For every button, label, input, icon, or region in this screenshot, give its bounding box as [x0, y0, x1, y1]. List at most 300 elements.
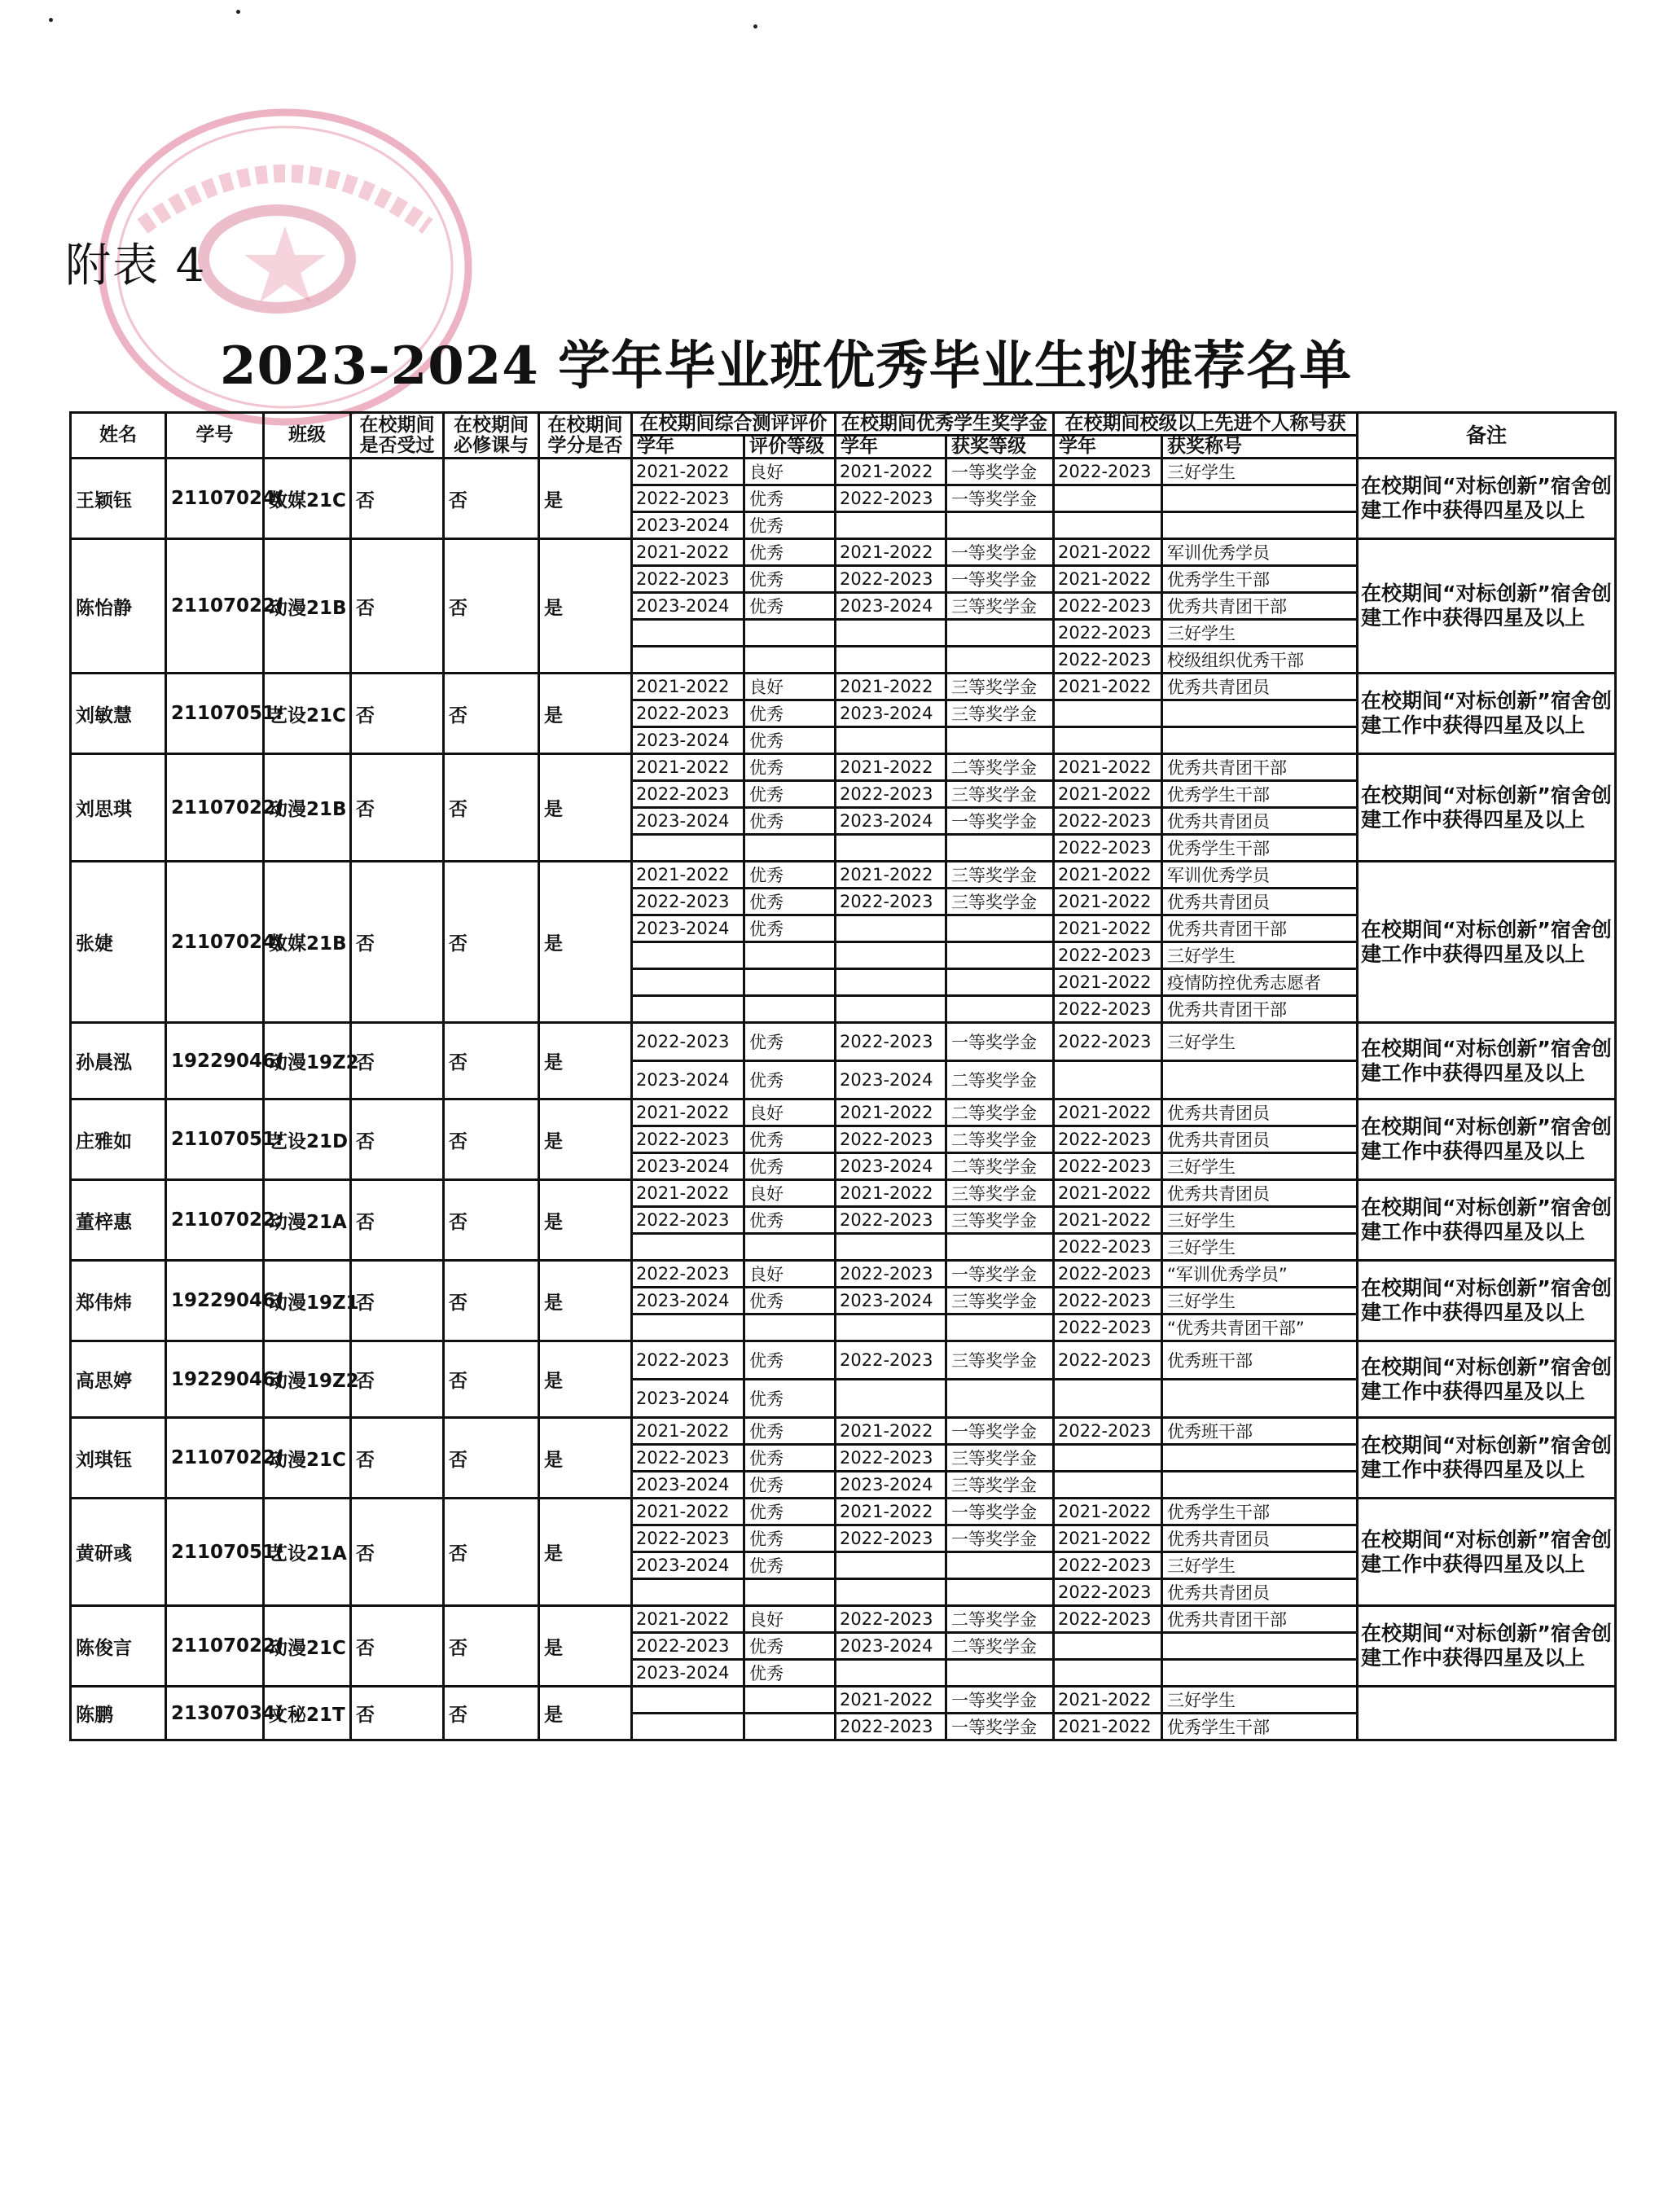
scholar-year: 2022-2023 [836, 485, 946, 512]
eval-year: 2023-2024 [632, 1552, 744, 1579]
student-class: 文秘21T [264, 1687, 351, 1740]
student-id: 21107051( [166, 1499, 264, 1606]
scholar-level: 一等奖学金 [946, 459, 1054, 485]
credits-value: 是 [539, 539, 632, 674]
honor-year [1054, 512, 1162, 539]
honor-title [1162, 1061, 1358, 1099]
scholar-level: 一等奖学金 [946, 566, 1054, 593]
scholar-year: 2021-2022 [836, 862, 946, 889]
honor-title [1162, 1445, 1358, 1472]
scholar-level: 一等奖学金 [946, 1525, 1054, 1552]
punishment-value: 否 [351, 1261, 444, 1341]
scholar-year [836, 835, 946, 862]
honor-title [1162, 727, 1358, 754]
honor-title [1162, 1472, 1358, 1499]
scholar-level: 二等奖学金 [946, 754, 1054, 781]
subheader-scholar-year: 学年 [836, 436, 946, 459]
honor-title: 三好学生 [1162, 1687, 1358, 1714]
student-class: 艺设21C [264, 674, 351, 754]
eval-year: 2023-2024 [632, 1153, 744, 1180]
compulsory-value: 否 [444, 1180, 539, 1261]
credits-value: 是 [539, 1180, 632, 1261]
eval-grade: 优秀 [744, 1633, 836, 1660]
eval-grade: 优秀 [744, 593, 836, 620]
scholar-year: 2021-2022 [836, 1418, 946, 1445]
honor-title: “军训优秀学员” [1162, 1261, 1358, 1288]
remark [1358, 1687, 1616, 1740]
honor-title: 三好学生 [1162, 1288, 1358, 1314]
table-row [71, 862, 1616, 889]
student-class: 数媒21C [264, 459, 351, 539]
scholar-level: 一等奖学金 [946, 1714, 1054, 1740]
honor-title: 优秀共青团员 [1162, 1180, 1358, 1207]
honor-year: 2022-2023 [1054, 1314, 1162, 1341]
honor-title: 三好学生 [1162, 1153, 1358, 1180]
eval-grade [744, 996, 836, 1023]
subheader-eval-grade: 评价等级 [744, 436, 836, 459]
honor-title: 优秀班干部 [1162, 1418, 1358, 1445]
honor-title: 军训优秀学员 [1162, 539, 1358, 566]
scholar-level [946, 1552, 1054, 1579]
scholar-level: 三等奖学金 [946, 700, 1054, 727]
attachment-label: 附表 4 [65, 239, 207, 292]
header-honor: 在校期间校级以上先进个人称号获 [1054, 413, 1358, 436]
student-class: 动漫19Z2 [264, 1341, 351, 1418]
eval-grade: 良好 [744, 1099, 836, 1126]
scholar-year: 2022-2023 [836, 1207, 946, 1234]
eval-year: 2023-2024 [632, 593, 744, 620]
scholar-level: 一等奖学金 [946, 1687, 1054, 1714]
honor-title: 军训优秀学员 [1162, 862, 1358, 889]
scholar-level [946, 969, 1054, 996]
honor-year: 2022-2023 [1054, 1234, 1162, 1261]
scholar-level [946, 835, 1054, 862]
eval-grade: 优秀 [744, 1418, 836, 1445]
student-id: 21107022( [166, 754, 264, 862]
honor-year: 2022-2023 [1054, 942, 1162, 969]
scholar-year: 2022-2023 [836, 1714, 946, 1740]
student-class: 动漫21C [264, 1606, 351, 1687]
eval-year: 2021-2022 [632, 1499, 744, 1525]
honor-year: 2021-2022 [1054, 1180, 1162, 1207]
scholar-year [836, 1314, 946, 1341]
honor-year [1054, 1061, 1162, 1099]
credits-value: 是 [539, 1099, 632, 1180]
honor-title: 优秀学生干部 [1162, 1499, 1358, 1525]
eval-year: 2021-2022 [632, 539, 744, 566]
scholar-year: 2023-2024 [836, 593, 946, 620]
honor-year [1054, 1472, 1162, 1499]
honor-year [1054, 727, 1162, 754]
scholar-year: 2023-2024 [836, 1633, 946, 1660]
honor-title: 优秀共青团干部 [1162, 593, 1358, 620]
scholar-year [836, 647, 946, 674]
scholar-year: 2023-2024 [836, 808, 946, 835]
eval-year: 2022-2023 [632, 1207, 744, 1234]
honor-title: 优秀共青团员 [1162, 1579, 1358, 1606]
scholar-level: 二等奖学金 [946, 1633, 1054, 1660]
scholar-year: 2022-2023 [836, 1126, 946, 1153]
honor-year: 2022-2023 [1054, 808, 1162, 835]
honor-year: 2021-2022 [1054, 969, 1162, 996]
remark: 在校期间“对标创新”宿舍创建工作中获得四星及以上 [1358, 1023, 1616, 1099]
scholar-year: 2021-2022 [836, 459, 946, 485]
scholar-year [836, 620, 946, 647]
scholar-year: 2021-2022 [836, 1687, 946, 1714]
eval-year: 2023-2024 [632, 727, 744, 754]
scholar-year: 2022-2023 [836, 1341, 946, 1380]
table-body [71, 459, 1616, 1740]
eval-year: 2023-2024 [632, 915, 744, 942]
honor-year: 2021-2022 [1054, 1207, 1162, 1234]
credits-value: 是 [539, 1687, 632, 1740]
eval-grade [744, 1314, 836, 1341]
scan-speck [49, 18, 53, 22]
scholar-level [946, 620, 1054, 647]
honor-title: 优秀共青团员 [1162, 674, 1358, 700]
honor-year: 2021-2022 [1054, 781, 1162, 808]
honor-year: 2022-2023 [1054, 1418, 1162, 1445]
honor-title: 三好学生 [1162, 1234, 1358, 1261]
eval-year: 2023-2024 [632, 1380, 744, 1418]
eval-grade [744, 835, 836, 862]
scholar-year [836, 1380, 946, 1418]
eval-year: 2021-2022 [632, 1418, 744, 1445]
honor-title: 优秀学生干部 [1162, 835, 1358, 862]
scholar-level [946, 512, 1054, 539]
credits-value: 是 [539, 1606, 632, 1687]
honor-title [1162, 512, 1358, 539]
table-row [71, 1341, 1616, 1380]
credits-value: 是 [539, 754, 632, 862]
eval-grade [744, 942, 836, 969]
honor-title: 优秀共青团员 [1162, 1525, 1358, 1552]
scholar-year: 2022-2023 [836, 889, 946, 915]
scholar-year: 2022-2023 [836, 1606, 946, 1633]
honor-year: 2022-2023 [1054, 1579, 1162, 1606]
student-name: 陈俊言 [71, 1606, 166, 1687]
scholar-level: 三等奖学金 [946, 1207, 1054, 1234]
remark: 在校期间“对标创新”宿舍创建工作中获得四星及以上 [1358, 1261, 1616, 1341]
eval-grade: 优秀 [744, 700, 836, 727]
eval-grade: 优秀 [744, 915, 836, 942]
scan-speck [753, 24, 757, 29]
remark: 在校期间“对标创新”宿舍创建工作中获得四星及以上 [1358, 1341, 1616, 1418]
honor-title: 校级组织优秀干部 [1162, 647, 1358, 674]
honor-year: 2021-2022 [1054, 862, 1162, 889]
eval-grade: 优秀 [744, 1341, 836, 1380]
scholar-year [836, 1552, 946, 1579]
student-id: 21107022( [166, 1606, 264, 1687]
scholar-year: 2021-2022 [836, 674, 946, 700]
eval-grade: 优秀 [744, 1061, 836, 1099]
credits-value: 是 [539, 1499, 632, 1606]
honor-title: 三好学生 [1162, 1207, 1358, 1234]
scholar-year [836, 942, 946, 969]
honor-year: 2022-2023 [1054, 1023, 1162, 1061]
punishment-value: 否 [351, 1023, 444, 1099]
eval-grade: 优秀 [744, 1380, 836, 1418]
eval-year: 2021-2022 [632, 754, 744, 781]
student-class: 动漫21A [264, 1180, 351, 1261]
scholar-level: 三等奖学金 [946, 1445, 1054, 1472]
student-name: 庄雅如 [71, 1099, 166, 1180]
honor-title: 优秀班干部 [1162, 1341, 1358, 1380]
honor-title: 疫情防控优秀志愿者 [1162, 969, 1358, 996]
eval-year [632, 647, 744, 674]
header-name: 姓名 [71, 413, 166, 459]
honor-title: 优秀共青团员 [1162, 1099, 1358, 1126]
honor-year: 2021-2022 [1054, 1714, 1162, 1740]
student-name: 黄研彧 [71, 1499, 166, 1606]
table-row [71, 754, 1616, 781]
scholar-year: 2023-2024 [836, 700, 946, 727]
scholar-level [946, 1314, 1054, 1341]
header-class: 班级 [264, 413, 351, 459]
student-name: 刘琪钰 [71, 1418, 166, 1499]
eval-year: 2021-2022 [632, 1606, 744, 1633]
eval-grade: 良好 [744, 459, 836, 485]
student-class: 艺设21D [264, 1099, 351, 1180]
student-class: 动漫21C [264, 1418, 351, 1499]
eval-year: 2022-2023 [632, 1126, 744, 1153]
scholar-year: 2023-2024 [836, 1288, 946, 1314]
honor-year [1054, 1445, 1162, 1472]
honor-title: 优秀共青团员 [1162, 1126, 1358, 1153]
scholar-level: 三等奖学金 [946, 593, 1054, 620]
remark: 在校期间“对标创新”宿舍创建工作中获得四星及以上 [1358, 1099, 1616, 1180]
credits-value: 是 [539, 674, 632, 754]
eval-grade: 优秀 [744, 889, 836, 915]
honor-year: 2021-2022 [1054, 889, 1162, 915]
scholar-level [946, 1234, 1054, 1261]
scholar-level [946, 727, 1054, 754]
scholar-year: 2021-2022 [836, 539, 946, 566]
scholar-level: 二等奖学金 [946, 1153, 1054, 1180]
scholar-level [946, 647, 1054, 674]
eval-year: 2021-2022 [632, 1180, 744, 1207]
punishment-value: 否 [351, 1499, 444, 1606]
compulsory-value: 否 [444, 754, 539, 862]
table-row [71, 674, 1616, 700]
honor-year: 2022-2023 [1054, 1153, 1162, 1180]
scholar-level: 二等奖学金 [946, 1606, 1054, 1633]
eval-grade: 优秀 [744, 727, 836, 754]
eval-grade [744, 620, 836, 647]
honor-year: 2022-2023 [1054, 459, 1162, 485]
student-id: 21107024( [166, 459, 264, 539]
table-row [71, 539, 1616, 566]
honor-title: 优秀共青团干部 [1162, 996, 1358, 1023]
eval-year [632, 1314, 744, 1341]
eval-year: 2022-2023 [632, 1525, 744, 1552]
remark: 在校期间“对标创新”宿舍创建工作中获得四星及以上 [1358, 674, 1616, 754]
honor-year: 2022-2023 [1054, 620, 1162, 647]
eval-year [632, 1687, 744, 1714]
scholar-level: 三等奖学金 [946, 862, 1054, 889]
honor-year: 2021-2022 [1054, 674, 1162, 700]
remark: 在校期间“对标创新”宿舍创建工作中获得四星及以上 [1358, 539, 1616, 674]
eval-grade: 优秀 [744, 539, 836, 566]
credits-value: 是 [539, 459, 632, 539]
eval-grade [744, 1234, 836, 1261]
scholar-level: 二等奖学金 [946, 1126, 1054, 1153]
punishment-value: 否 [351, 862, 444, 1023]
student-name: 陈怡静 [71, 539, 166, 674]
scholar-year: 2021-2022 [836, 754, 946, 781]
eval-year: 2023-2024 [632, 1061, 744, 1099]
scholar-level [946, 1660, 1054, 1687]
student-name: 张婕 [71, 862, 166, 1023]
eval-grade: 优秀 [744, 512, 836, 539]
honor-year: 2022-2023 [1054, 1606, 1162, 1633]
credits-value: 是 [539, 1261, 632, 1341]
credits-value: 是 [539, 862, 632, 1023]
header-credits: 在校期间 学分是否 [539, 413, 632, 459]
eval-grade [744, 1714, 836, 1740]
honor-title: 三好学生 [1162, 1023, 1358, 1061]
honor-year: 2022-2023 [1054, 593, 1162, 620]
punishment-value: 否 [351, 674, 444, 754]
punishment-value: 否 [351, 1418, 444, 1499]
scholar-level: 一等奖学金 [946, 485, 1054, 512]
student-class: 动漫21B [264, 754, 351, 862]
table-row [71, 1261, 1616, 1288]
scholar-level [946, 942, 1054, 969]
honor-title [1162, 1380, 1358, 1418]
honor-year [1054, 1380, 1162, 1418]
eval-grade: 优秀 [744, 1126, 836, 1153]
punishment-value: 否 [351, 1687, 444, 1740]
header-scholarship: 在校期间优秀学生奖学金 [836, 413, 1054, 436]
student-class: 动漫21B [264, 539, 351, 674]
scholar-year [836, 969, 946, 996]
subheader-scholar-level: 获奖等级 [946, 436, 1054, 459]
punishment-value: 否 [351, 1341, 444, 1418]
honor-year: 2022-2023 [1054, 996, 1162, 1023]
scholar-level [946, 1579, 1054, 1606]
eval-year: 2023-2024 [632, 1288, 744, 1314]
punishment-value: 否 [351, 539, 444, 674]
scholar-level: 一等奖学金 [946, 1261, 1054, 1288]
remark: 在校期间“对标创新”宿舍创建工作中获得四星及以上 [1358, 754, 1616, 862]
honor-title [1162, 700, 1358, 727]
eval-year [632, 1234, 744, 1261]
scholar-year: 2022-2023 [836, 1445, 946, 1472]
eval-year: 2022-2023 [632, 1633, 744, 1660]
document-title: 2023-2024 学年毕业班优秀毕业生拟推荐名单 [220, 336, 1353, 397]
scholar-year: 2023-2024 [836, 1061, 946, 1099]
table-row [71, 1418, 1616, 1445]
eval-year: 2022-2023 [632, 1341, 744, 1380]
eval-grade: 优秀 [744, 1552, 836, 1579]
eval-year [632, 835, 744, 862]
eval-grade [744, 1687, 836, 1714]
recommendation-table-container [69, 411, 1614, 1737]
honor-year: 2021-2022 [1054, 915, 1162, 942]
eval-grade: 优秀 [744, 1472, 836, 1499]
eval-year: 2022-2023 [632, 700, 744, 727]
honor-title [1162, 1660, 1358, 1687]
eval-year: 2022-2023 [632, 1023, 744, 1061]
honor-title: 三好学生 [1162, 942, 1358, 969]
honor-title: 三好学生 [1162, 459, 1358, 485]
header-student-id: 学号 [166, 413, 264, 459]
eval-grade: 良好 [744, 1180, 836, 1207]
scholar-year: 2023-2024 [836, 1472, 946, 1499]
student-id: 21107022( [166, 539, 264, 674]
scholar-level [946, 915, 1054, 942]
student-id: 21107024( [166, 862, 264, 1023]
eval-grade: 优秀 [744, 1153, 836, 1180]
student-name: 郑伟炜 [71, 1261, 166, 1341]
eval-year: 2021-2022 [632, 862, 744, 889]
student-name: 孙晨泓 [71, 1023, 166, 1099]
student-id: 21107051: [166, 674, 264, 754]
scholar-level: 三等奖学金 [946, 1288, 1054, 1314]
honor-year: 2022-2023 [1054, 1552, 1162, 1579]
scholar-level: 三等奖学金 [946, 889, 1054, 915]
eval-grade: 优秀 [744, 1525, 836, 1552]
student-class: 动漫19Z1 [264, 1261, 351, 1341]
scholar-level: 三等奖学金 [946, 781, 1054, 808]
scholar-level [946, 1380, 1054, 1418]
eval-year: 2022-2023 [632, 1261, 744, 1288]
eval-grade: 良好 [744, 1606, 836, 1633]
eval-grade: 优秀 [744, 754, 836, 781]
honor-year [1054, 1660, 1162, 1687]
honor-title: 三好学生 [1162, 1552, 1358, 1579]
eval-year: 2021-2022 [632, 459, 744, 485]
header-compulsory-courses: 在校期间 必修课与 [444, 413, 539, 459]
scholar-year: 2022-2023 [836, 781, 946, 808]
honor-year: 2021-2022 [1054, 1499, 1162, 1525]
honor-year: 2022-2023 [1054, 835, 1162, 862]
eval-grade: 良好 [744, 1261, 836, 1288]
table-row [71, 1606, 1616, 1633]
honor-year: 2021-2022 [1054, 754, 1162, 781]
student-name: 刘思琪 [71, 754, 166, 862]
remark: 在校期间“对标创新”宿舍创建工作中获得四星及以上 [1358, 1499, 1616, 1606]
eval-grade: 优秀 [744, 1499, 836, 1525]
honor-year: 2021-2022 [1054, 539, 1162, 566]
eval-year: 2021-2022 [632, 1099, 744, 1126]
scholar-year [836, 1234, 946, 1261]
table-row [71, 1499, 1616, 1525]
eval-grade [744, 969, 836, 996]
eval-year [632, 969, 744, 996]
student-id: 19229046( [166, 1261, 264, 1341]
scholar-year [836, 996, 946, 1023]
compulsory-value: 否 [444, 1499, 539, 1606]
compulsory-value: 否 [444, 459, 539, 539]
honor-title: 优秀共青团员 [1162, 889, 1358, 915]
remark: 在校期间“对标创新”宿舍创建工作中获得四星及以上 [1358, 862, 1616, 1023]
punishment-value: 否 [351, 754, 444, 862]
eval-year: 2022-2023 [632, 485, 744, 512]
punishment-value: 否 [351, 459, 444, 539]
honor-year: 2021-2022 [1054, 1687, 1162, 1714]
honor-year: 2022-2023 [1054, 1126, 1162, 1153]
subheader-eval-year: 学年 [632, 436, 744, 459]
honor-title: 优秀学生干部 [1162, 1714, 1358, 1740]
eval-year [632, 1714, 744, 1740]
eval-grade: 优秀 [744, 862, 836, 889]
honor-year [1054, 485, 1162, 512]
eval-year: 2023-2024 [632, 1660, 744, 1687]
table-row [71, 1099, 1616, 1126]
scholar-level [946, 996, 1054, 1023]
